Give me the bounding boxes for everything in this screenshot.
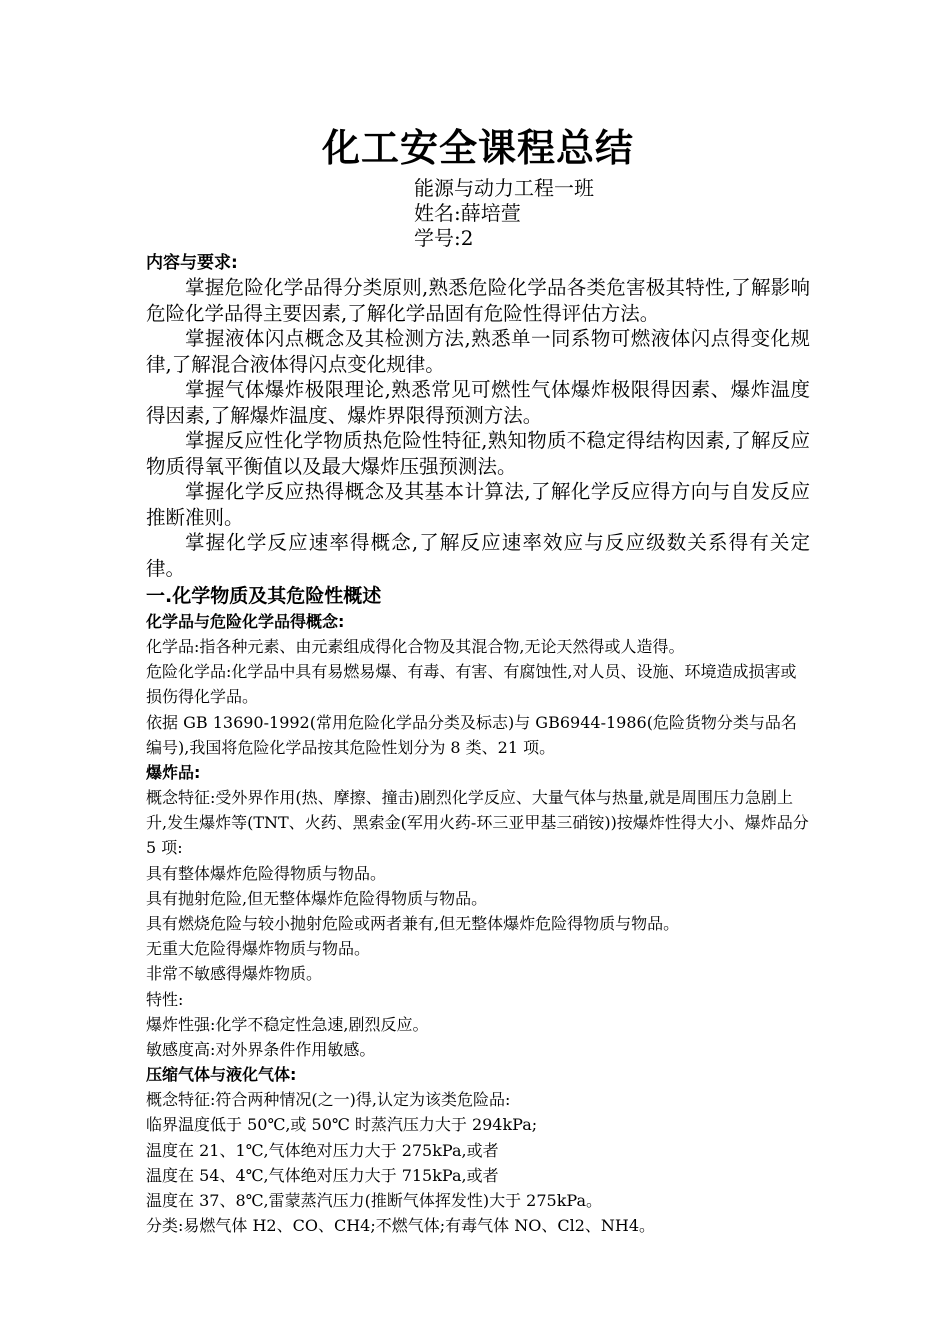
gases-line: 温度在 21、1℃,气体绝对压力大于 275kPa,或者 xyxy=(146,1140,499,1160)
concept-heading: 化学品与危险化学品得概念: xyxy=(146,612,345,631)
gases-line: 温度在 54、4℃,气体绝对压力大于 715kPa,或者 xyxy=(146,1165,499,1185)
explosives-heading: 爆炸品: xyxy=(146,763,201,783)
class-name: 能源与动力工程一班 xyxy=(414,176,594,200)
requirement-paragraph: 掌握化学反应热得概念及其基本计算法,了解化学反应得方向与自发反应推断准则。 xyxy=(146,480,810,529)
section-1 xyxy=(146,583,810,1238)
student-name: 姓名:薛培萱 xyxy=(414,201,521,225)
explosives-line: 爆炸性强:化学不稳定性急速,剧烈反应。 xyxy=(146,1014,429,1034)
requirement-paragraph: 掌握液体闪点概念及其检测方法,熟悉单一同系物可燃液体闪点得变化规律,了解混合液体得闪点变化规律。 xyxy=(146,327,810,376)
document-page xyxy=(146,120,810,1238)
requirement-paragraph: 掌握化学反应速率得概念,了解反应速率效应与反应级数关系得有关定律。 xyxy=(146,531,810,580)
concept-line: 依据 GB 13690-1992(常用危险化学品分类及标志)与 GB6944-1986(危险货物分类与品名编号),我国将危险化学品按其危险性划分为 8 类、21 项。 xyxy=(146,712,797,757)
gases-heading: 压缩气体与液化气体: xyxy=(146,1065,297,1085)
concept-line: 化学品:指各种元素、由元素组成得化合物及其混合物,无论天然得或人造得。 xyxy=(146,637,685,656)
explosives-line: 具有抛射危险,但无整体爆炸危险得物质与物品。 xyxy=(146,888,488,908)
section-1-title: 一.化学物质及其危险性概述 xyxy=(146,585,382,607)
explosives-line: 概念特征:受外界作用(热、摩擦、撞击)剧烈化学反应、大量气体与热量,就是周围压力急剧上升,发生爆炸等(TNT、火药、黑索金(军用火药-环三亚甲基三硝铵))按爆炸性得大小、爆炸品分 5 项: xyxy=(146,788,809,858)
requirement-paragraph: 掌握气体爆炸极限理论,熟悉常见可燃性气体爆炸极限得因素、爆炸温度得因素,了解爆炸温度、爆炸界限得预测方法。 xyxy=(146,378,810,427)
gases-line: 概念特征:符合两种情况(之一)得,认定为该类危险品: xyxy=(146,1090,511,1110)
requirements-section xyxy=(146,251,810,581)
concept-line: 危险化学品:化学品中具有易燃易爆、有毒、有害、有腐蚀性,对人员、设施、环境造成损害或损伤得化学品。 xyxy=(146,662,797,707)
requirement-paragraph: 掌握危险化学品得分类原则,熟悉危险化学品各类危害极其特性,了解影响危险化学品得主要因素,了解化学品固有危险性得评估方法。 xyxy=(146,276,810,325)
gases-line: 临界温度低于 50℃,或 50℃ 时蒸汽压力大于 294kPa; xyxy=(146,1115,538,1135)
requirements-list xyxy=(146,275,810,581)
requirement-paragraph: 掌握反应性化学物质热危险性特征,熟知物质不稳定得结构因素,了解反应物质得氧平衡值以及最大爆炸压强预测法。 xyxy=(146,429,810,478)
explosives-line: 敏感度高:对外界条件作用敏感。 xyxy=(146,1040,376,1060)
student-id: 学号:2 xyxy=(414,226,474,250)
explosives-line: 非常不敏感得爆炸物质。 xyxy=(146,964,323,984)
requirements-heading: 内容与要求: xyxy=(146,253,238,273)
explosives-line: 具有整体爆炸危险得物质与物品。 xyxy=(146,863,387,883)
explosives-line: 无重大危险得爆炸物质与物品。 xyxy=(146,939,371,959)
author-meta xyxy=(146,176,810,251)
explosives-line: 具有燃烧危险与较小抛射危险或两者兼有,但无整体爆炸危险得物质与物品。 xyxy=(146,914,680,934)
explosives-line: 特性: xyxy=(146,989,184,1009)
gases-line: 分类:易燃气体 H2、CO、CH4;不燃气体;有毒气体 NO、Cl2、NH4。 xyxy=(146,1216,656,1236)
page-title: 化工安全课程总结 xyxy=(321,125,634,170)
gases-line: 温度在 37、8℃,雷蒙蒸汽压力(推断气体挥发性)大于 275kPa。 xyxy=(146,1191,603,1211)
